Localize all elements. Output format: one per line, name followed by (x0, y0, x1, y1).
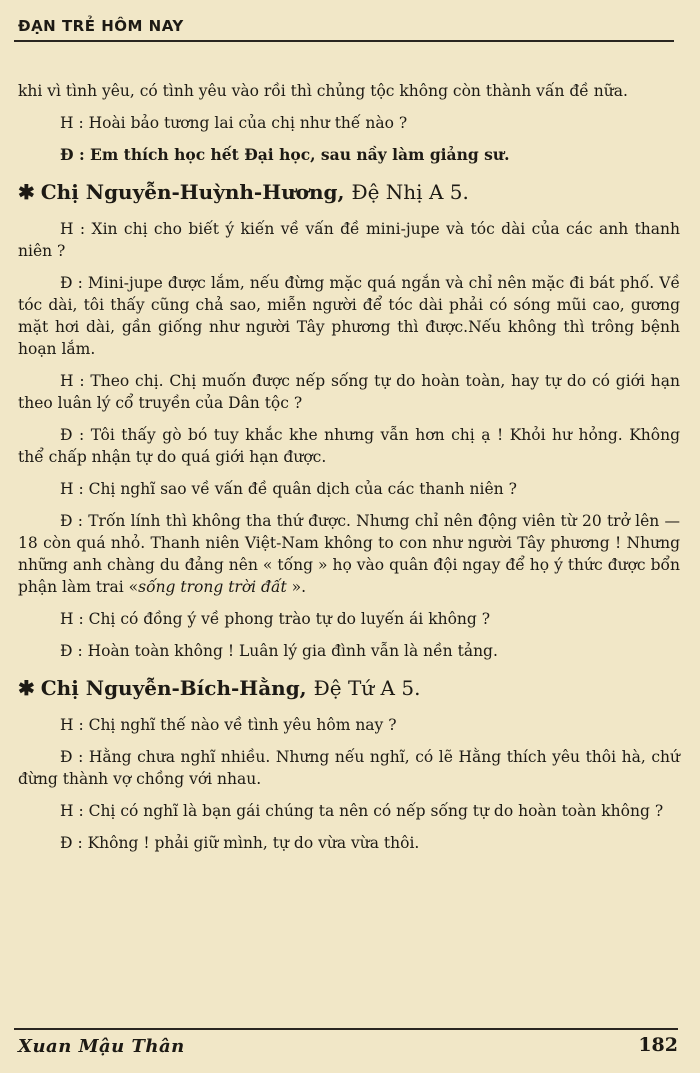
star-icon: ✱ (18, 676, 35, 700)
answer-quote: sống trong trời đất (138, 578, 287, 596)
footer-rule (14, 1028, 678, 1030)
header-rule (14, 40, 674, 42)
question: H : Chị có đồng ý về phong trào tự do luyến ái không ? (60, 610, 491, 628)
paragraph: khi vì tình yêu, có tình yêu vào rồi thì chủng tộc không còn thành vấn đề nữa. (18, 82, 628, 100)
answer-text: Đ : Trốn lính thì không tha thứ được. Nhưng chỉ nên động viên từ 20 trở lên — 18 còn quá nhỏ. Thanh niên Việt-Nam không to con như người Tây phương ! Nhưng những anh chàng du đảng nên « tống » họ vào quân đội ngay để họ ý thức được bổn phận làm trai « (18, 512, 680, 596)
answer: Đ : Tôi thấy gò bó tuy khắc khe nhưng vẫn hơn chị ạ ! Khỏi hư hỏng. Không thể chấp nhận tự do quá giới hạn được. (18, 426, 680, 466)
answer: Đ : Em thích học hết Đại học, sau nầy làm giảng sư. (60, 145, 510, 164)
interviewee-heading (18, 178, 680, 206)
interviewee-class: Đệ Tứ A 5. (313, 676, 421, 700)
answer (18, 510, 680, 598)
footer-issue: Xuan Mậu Thân (18, 1036, 185, 1057)
question: H : Theo chị. Chị muốn được nếp sống tự do hoàn toàn, hay tự do có giới hạn theo luân lý cổ truyền của Dân tộc ? (18, 372, 680, 412)
question: H : Hoài bảo tương lai của chị như thế nào ? (60, 114, 408, 132)
interviewee-class: Đệ Nhị A 5. (351, 180, 469, 204)
running-header: ĐẠN TRẺ HÔM NAY (18, 17, 184, 35)
answer: Đ : Hoàn toàn không ! Luân lý gia đình vẫn là nền tảng. (60, 642, 498, 660)
interviewee-name: Chị Nguyễn-Bích-Hằng, (40, 676, 307, 700)
answer: Đ : Mini-jupe được lắm, nếu đừng mặc quá ngắn và chỉ nên mặc đi bát phố. Về tóc dài, tôi thấy cũng chả sao, miễn người để tóc dài phải có sóng mũi cao, gương mặt hơi dài, gần giống như người Tây phương thì được.Nếu không thì trông bệnh hoạn lắm. (18, 274, 680, 358)
interviewee-heading (18, 674, 680, 702)
page-number: 182 (638, 1034, 678, 1056)
interviewee-name: Chị Nguyễn-Huỳnh-Hương, (40, 180, 345, 204)
answer: Đ : Hằng chưa nghĩ nhiều. Nhưng nếu nghĩ, có lẽ Hằng thích yêu thôi hà, chứ đừng thành vợ chồng với nhau. (18, 748, 680, 788)
article-body (18, 80, 680, 854)
star-icon: ✱ (18, 180, 35, 204)
answer-text-end: ». (286, 578, 307, 596)
answer: Đ : Không ! phải giữ mình, tự do vừa vừa thôi. (60, 834, 420, 852)
question: H : Chị nghĩ thế nào về tình yêu hôm nay ? (60, 716, 397, 734)
question: H : Chị có nghĩ là bạn gái chúng ta nên có nếp sống tự do hoàn toàn không ? (60, 802, 664, 820)
question: H : Chị nghĩ sao về vấn đề quân dịch của các thanh niên ? (60, 480, 517, 498)
question: H : Xin chị cho biết ý kiến về vấn đề mini-jupe và tóc dài của các anh thanh niên ? (18, 220, 680, 260)
